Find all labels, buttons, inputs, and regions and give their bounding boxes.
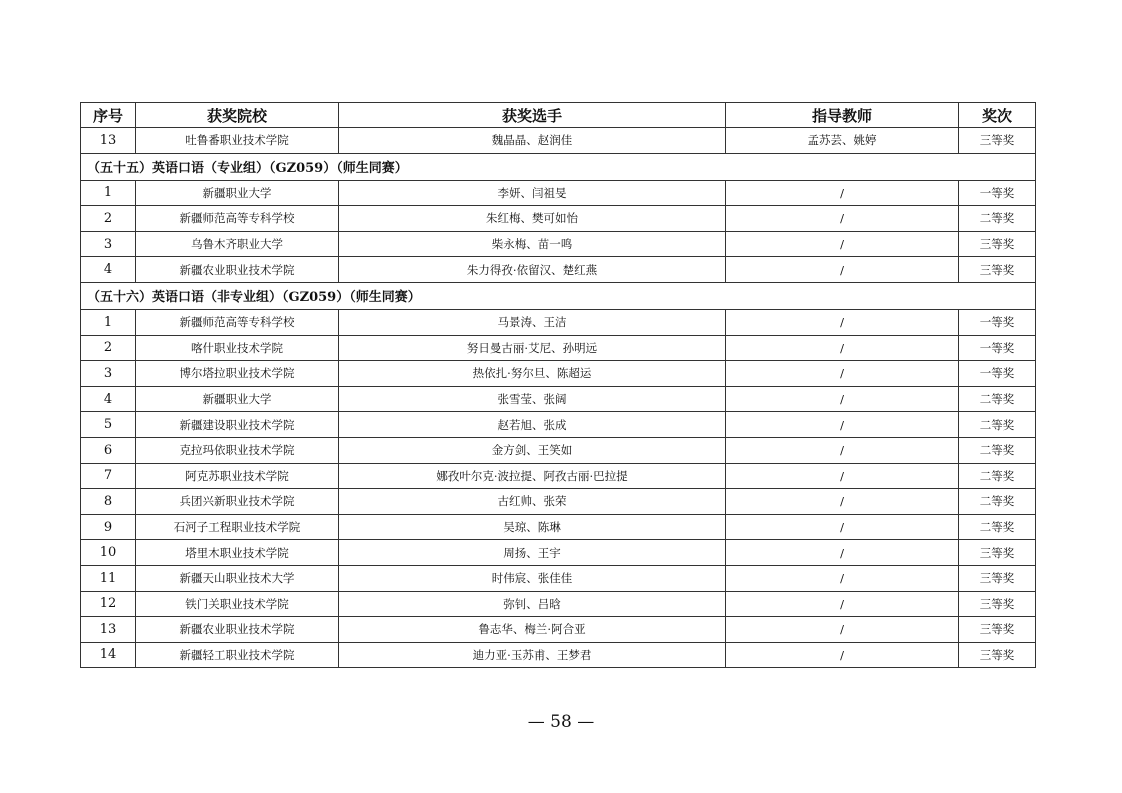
cell-winners: 弥钊、吕晗 xyxy=(339,591,726,617)
cell-teachers: / xyxy=(726,386,959,412)
cell-award: 一等奖 xyxy=(959,335,1036,361)
cell-award: 二等奖 xyxy=(959,514,1036,540)
cell-award: 三等奖 xyxy=(959,231,1036,257)
cell-award: 二等奖 xyxy=(959,386,1036,412)
table-row xyxy=(81,412,1036,438)
cell-school: 克拉玛依职业技术学院 xyxy=(136,437,339,463)
header-winners: 获奖选手 xyxy=(339,103,726,128)
cell-award: 三等奖 xyxy=(959,591,1036,617)
table-row xyxy=(81,257,1036,283)
cell-school: 吐鲁番职业技术学院 xyxy=(136,128,339,154)
cell-award: 三等奖 xyxy=(959,642,1036,668)
cell-school: 新疆轻工职业技术学院 xyxy=(136,642,339,668)
page-number: — 58 — xyxy=(527,712,595,732)
cell-winners: 周扬、王宇 xyxy=(339,540,726,566)
cell-school: 新疆农业职业技术学院 xyxy=(136,257,339,283)
cell-school: 石河子工程职业技术学院 xyxy=(136,514,339,540)
cell-school: 塔里木职业技术学院 xyxy=(136,540,339,566)
table-row xyxy=(81,591,1036,617)
cell-school: 阿克苏职业技术学院 xyxy=(136,463,339,489)
cell-teachers: / xyxy=(726,309,959,335)
cell-school: 新疆天山职业技术大学 xyxy=(136,565,339,591)
cell-no: 7 xyxy=(81,463,136,489)
section-title: （五十五）英语口语（专业组）（GZ059）（师生同赛） xyxy=(81,153,1036,180)
cell-award: 一等奖 xyxy=(959,361,1036,387)
table-row xyxy=(81,514,1036,540)
cell-winners: 柴永梅、苗一鸣 xyxy=(339,231,726,257)
cell-teachers: / xyxy=(726,437,959,463)
cell-school: 新疆农业职业技术学院 xyxy=(136,617,339,643)
cell-school: 新疆职业大学 xyxy=(136,386,339,412)
section-title: （五十六）英语口语（非专业组）（GZ059）（师生同赛） xyxy=(81,282,1036,309)
cell-no: 4 xyxy=(81,257,136,283)
cell-school: 新疆职业大学 xyxy=(136,180,339,206)
award-table xyxy=(80,102,1036,668)
cell-award: 一等奖 xyxy=(959,309,1036,335)
table-row xyxy=(81,489,1036,515)
cell-winners: 迪力亚·玉苏甫、王梦君 xyxy=(339,642,726,668)
cell-teachers: / xyxy=(726,489,959,515)
section-header-row xyxy=(81,153,1036,180)
table-row xyxy=(81,437,1036,463)
cell-winners: 金方剑、王笑如 xyxy=(339,437,726,463)
cell-no: 13 xyxy=(81,128,136,154)
cell-teachers: 孟苏芸、姚婷 xyxy=(726,128,959,154)
section-header-row xyxy=(81,282,1036,309)
cell-winners: 马景涛、王洁 xyxy=(339,309,726,335)
cell-no: 1 xyxy=(81,180,136,206)
table-row xyxy=(81,335,1036,361)
cell-winners: 时伟宸、张佳佳 xyxy=(339,565,726,591)
cell-school: 乌鲁木齐职业大学 xyxy=(136,231,339,257)
cell-winners: 热依扎·努尔旦、陈超运 xyxy=(339,361,726,387)
cell-award: 三等奖 xyxy=(959,257,1036,283)
cell-no: 2 xyxy=(81,335,136,361)
cell-award: 二等奖 xyxy=(959,463,1036,489)
table-row xyxy=(81,617,1036,643)
cell-teachers: / xyxy=(726,412,959,438)
cell-teachers: / xyxy=(726,257,959,283)
cell-winners: 朱红梅、樊可如怡 xyxy=(339,206,726,232)
cell-teachers: / xyxy=(726,335,959,361)
cell-no: 1 xyxy=(81,309,136,335)
cell-teachers: / xyxy=(726,591,959,617)
cell-teachers: / xyxy=(726,361,959,387)
cell-teachers: / xyxy=(726,463,959,489)
cell-award: 二等奖 xyxy=(959,437,1036,463)
table-row xyxy=(81,463,1036,489)
table-row xyxy=(81,180,1036,206)
table-row xyxy=(81,206,1036,232)
table-row xyxy=(81,309,1036,335)
header-award: 奖次 xyxy=(959,103,1036,128)
cell-winners: 吴琼、陈琳 xyxy=(339,514,726,540)
cell-no: 5 xyxy=(81,412,136,438)
cell-award: 二等奖 xyxy=(959,412,1036,438)
cell-no: 12 xyxy=(81,591,136,617)
cell-school: 铁门关职业技术学院 xyxy=(136,591,339,617)
table-row xyxy=(81,361,1036,387)
table-row xyxy=(81,231,1036,257)
table-row xyxy=(81,540,1036,566)
cell-no: 11 xyxy=(81,565,136,591)
cell-teachers: / xyxy=(726,231,959,257)
cell-winners: 鲁志华、梅兰·阿合亚 xyxy=(339,617,726,643)
cell-teachers: / xyxy=(726,617,959,643)
cell-teachers: / xyxy=(726,206,959,232)
cell-no: 2 xyxy=(81,206,136,232)
cell-school: 博尔塔拉职业技术学院 xyxy=(136,361,339,387)
cell-no: 8 xyxy=(81,489,136,515)
header-no: 序号 xyxy=(81,103,136,128)
cell-school: 新疆建设职业技术学院 xyxy=(136,412,339,438)
cell-teachers: / xyxy=(726,514,959,540)
cell-award: 一等奖 xyxy=(959,180,1036,206)
cell-winners: 娜孜叶尔克·波拉提、阿孜古丽·巴拉提 xyxy=(339,463,726,489)
cell-winners: 张雪莹、张阔 xyxy=(339,386,726,412)
cell-school: 新疆师范高等专科学校 xyxy=(136,309,339,335)
cell-school: 兵团兴新职业技术学院 xyxy=(136,489,339,515)
cell-winners: 古红帅、张荣 xyxy=(339,489,726,515)
cell-no: 13 xyxy=(81,617,136,643)
cell-no: 3 xyxy=(81,231,136,257)
table-row xyxy=(81,386,1036,412)
table-header-row xyxy=(81,103,1036,128)
table-row xyxy=(81,128,1036,154)
cell-no: 4 xyxy=(81,386,136,412)
cell-award: 三等奖 xyxy=(959,617,1036,643)
table-row xyxy=(81,565,1036,591)
cell-award: 二等奖 xyxy=(959,206,1036,232)
cell-award: 三等奖 xyxy=(959,565,1036,591)
cell-award: 三等奖 xyxy=(959,128,1036,154)
cell-no: 9 xyxy=(81,514,136,540)
cell-teachers: / xyxy=(726,180,959,206)
cell-winners: 赵若旭、张成 xyxy=(339,412,726,438)
cell-winners: 努日曼古丽·艾尼、孙明远 xyxy=(339,335,726,361)
cell-winners: 魏晶晶、赵润佳 xyxy=(339,128,726,154)
cell-teachers: / xyxy=(726,565,959,591)
cell-teachers: / xyxy=(726,642,959,668)
cell-teachers: / xyxy=(726,540,959,566)
table-body xyxy=(81,128,1036,668)
cell-school: 新疆师范高等专科学校 xyxy=(136,206,339,232)
header-teachers: 指导教师 xyxy=(726,103,959,128)
table-row xyxy=(81,642,1036,668)
cell-no: 14 xyxy=(81,642,136,668)
cell-no: 3 xyxy=(81,361,136,387)
cell-no: 6 xyxy=(81,437,136,463)
header-school: 获奖院校 xyxy=(136,103,339,128)
cell-winners: 李妍、闫祖旻 xyxy=(339,180,726,206)
cell-award: 二等奖 xyxy=(959,489,1036,515)
cell-no: 10 xyxy=(81,540,136,566)
cell-award: 三等奖 xyxy=(959,540,1036,566)
cell-school: 喀什职业技术学院 xyxy=(136,335,339,361)
cell-winners: 朱力得孜·依留汉、楚红燕 xyxy=(339,257,726,283)
